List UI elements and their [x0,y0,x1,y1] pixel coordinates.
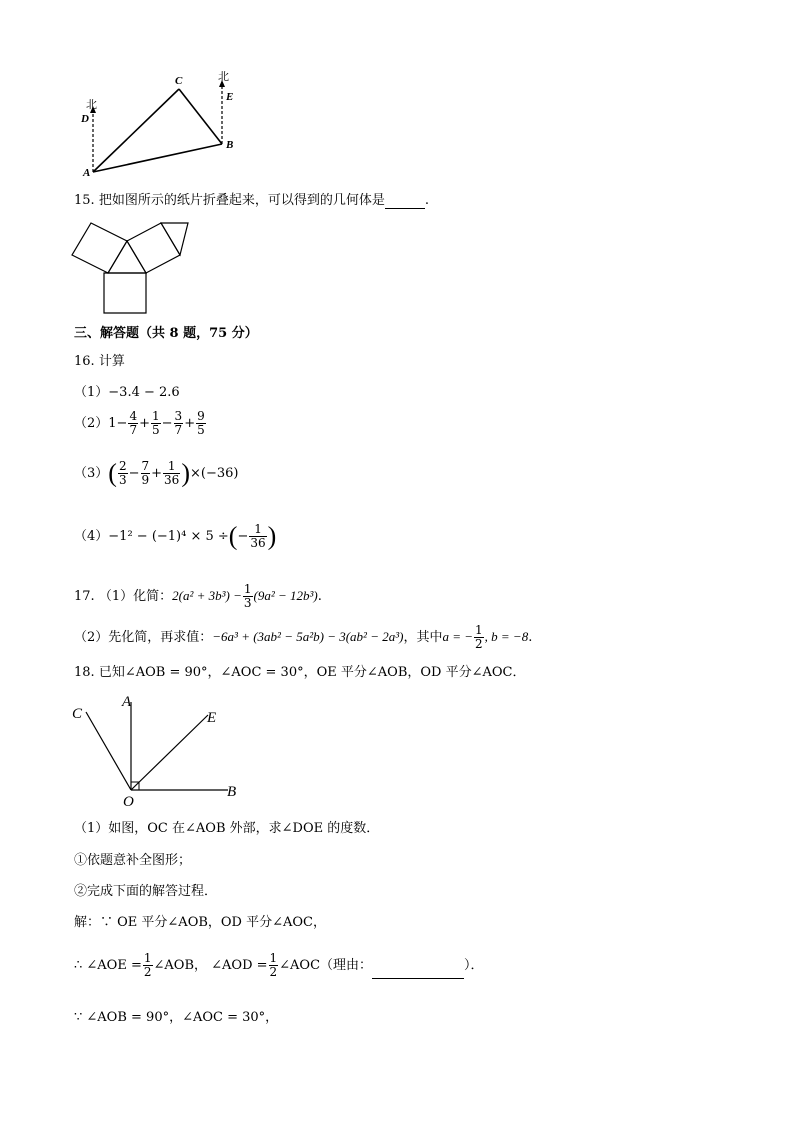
fraction: $\frac{2}{3}$ [118,459,127,487]
label-d: D [81,113,89,125]
north-label-a: 北 [86,99,97,111]
q18-solution-line2: ∴ ∠AOE = $\frac{1}{2}$ ∠AOB， ∠AOD = $\frac{1}{2}$ ∠AOC（理由： ）． [74,951,484,979]
label-a: A [83,167,91,178]
fraction: $\frac{3}{7}$ [174,409,183,437]
net-center-triangle [108,241,146,273]
section-3-title: 三、解答题（共 8 题，75 分） [74,326,258,341]
fraction: $\frac{1}{2}$ [475,623,483,651]
label-a: A [122,694,132,710]
q16-heading: 计算 [98,354,125,369]
angle-figure [68,690,248,812]
question-15: 15. 把如图所示的纸片折叠起来，可以得到的几何体是 . [74,193,429,208]
fraction: $\frac{1}{5}$ [152,409,160,437]
ray-oe [131,715,208,790]
fraction: $\frac{1}{36}$ [250,522,266,550]
segment-ac [93,89,179,172]
q15-text: 把如图所示的纸片折叠起来，可以得到的几何体是 [98,193,385,208]
compass-triangle-figure [72,66,247,178]
net-left-square [72,223,127,273]
fraction: $\frac{1}{2}$ [143,951,152,979]
q16-p1-expression: −3.4 − 2.6 [108,385,180,400]
label-e: E [226,91,234,103]
q18-solution-line3: ∵ ∠AOB = 90°，∠AOC = 30°， [74,1010,279,1025]
q18-stem: 18. 已知∠AOB = 90°，∠AOC = 30°，OE 平分∠AOB，OD 平分∠AOC． [74,665,526,680]
q16-part3: （3）( $\frac{2}{3}$ − $\frac{7}{9}$ + $\frac{1}{36}$ )×(−36) [74,458,239,488]
net-right-triangle [161,223,188,255]
q16-part4: （4）−1² − (−1)⁴ × 5 ÷(− $\frac{1}{36}$ ) [74,521,277,551]
fraction: $\frac{7}{9}$ [141,459,150,487]
net-bottom-square [104,273,146,313]
q16-title [74,354,125,370]
q15-number: 15. [74,193,95,208]
reason-blank[interactable] [372,978,464,979]
label-c: C [175,75,183,87]
north-label-b: 北 [218,71,229,83]
label-o: O [123,794,134,810]
q18-step2: ②完成下面的解答过程． [74,884,218,899]
fraction: $\frac{1}{36}$ [164,459,180,487]
q17-part2: （2）先化简，再求值：−6a³ + (3ab² − 5a²b) − 3(ab² − 2a³)，其中a = − $\frac{1}{2}$ , b = −8. [74,623,533,651]
net-right-square [127,223,180,273]
ray-oc [86,712,131,790]
label-e: E [207,710,217,726]
q16-part1: （1）−3.4 − 2.6 [74,385,180,400]
q16-number: 16. [74,354,95,369]
q18-part1: （1）如图，OC 在∠AOB 外部，求∠DOE 的度数． [74,821,380,836]
label-c: C [72,706,83,722]
prism-net-figure [70,218,190,316]
fraction: $\frac{1}{2}$ [269,951,278,979]
label-b: B [227,784,237,800]
segment-ab [93,144,222,172]
label-b: B [226,139,234,151]
fraction: $\frac{4}{7}$ [129,409,138,437]
q18-solution-line1: 解：∵ OE 平分∠AOB，OD 平分∠AOC， [74,915,327,930]
q15-answer-blank[interactable] [385,208,425,209]
fraction: $\frac{9}{5}$ [197,409,205,437]
segment-cb [179,89,222,144]
fraction: $\frac{1}{3}$ [243,582,252,610]
q16-part2: （2）1− $\frac{4}{7}$ + $\frac{1}{5}$ − $\frac{3}{7}$ + $\frac{9}{5}$ [74,409,205,437]
q17-part1: 17. （1）化简：2(a² + 3b³) − $\frac{1}{3}$ (9a² − 12b³). [74,582,322,610]
q18-step1: ①依题意补全图形； [74,853,192,868]
